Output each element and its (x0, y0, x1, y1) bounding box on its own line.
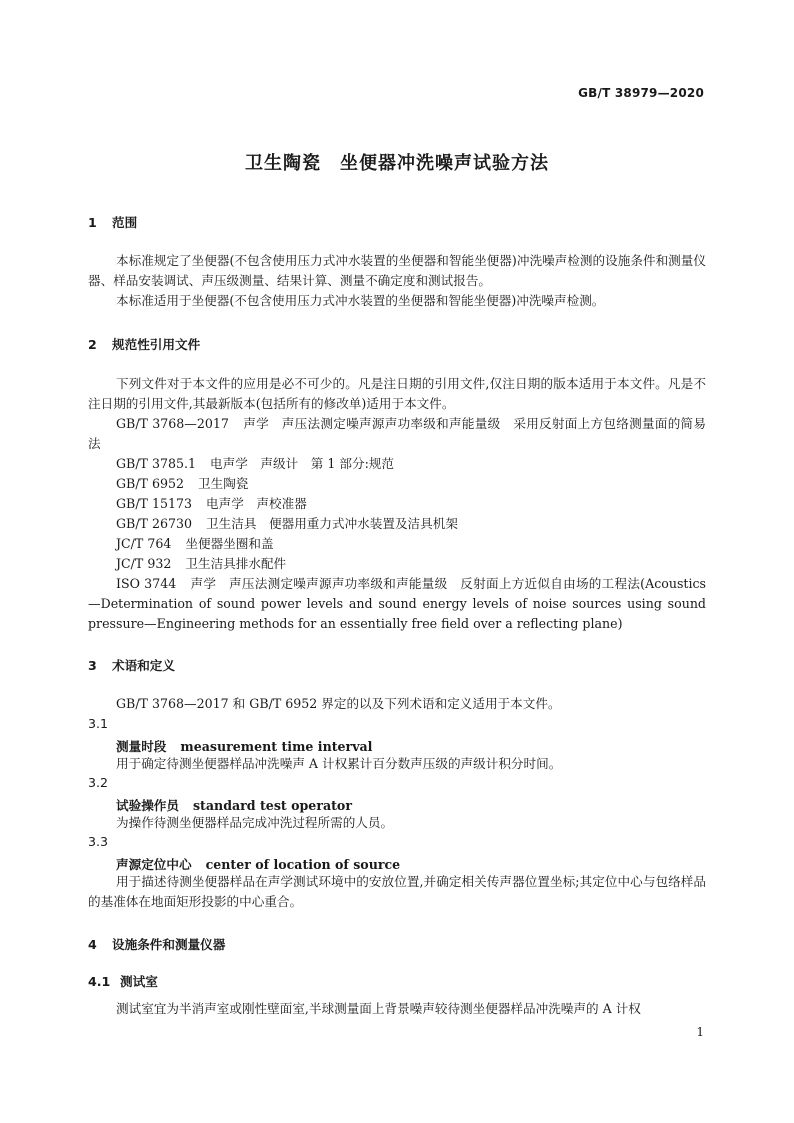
reference-item: GB/T 26730 卫生洁具 便器用重力式冲水装置及洁具机架 (116, 516, 458, 531)
document-title: 卫生陶瓷 坐便器冲洗噪声试验方法 (245, 153, 549, 174)
section-2-heading (88, 334, 200, 353)
term-heading: 声源定位中心 center of location of source (116, 857, 401, 872)
paragraph: 本标准适用于坐便器(不包含使用压力式冲水装置的坐便器和智能坐便器)冲洗噪声检测。 (116, 293, 605, 308)
section-4-heading (88, 934, 225, 953)
reference-item: JC/T 764 坐便器坐圈和盖 (116, 536, 274, 551)
section-2-body (88, 374, 706, 634)
section-title: 范围 (112, 215, 138, 230)
term-definition: 用于确定待测坐便器样品冲洗噪声 A 计权累计百分数声压级的声级计积分时间。 (116, 756, 562, 771)
section-title: 规范性引用文件 (112, 337, 201, 352)
section-number: 1 (88, 215, 97, 230)
section-number: 2 (88, 337, 97, 352)
reference-item: GB/T 15173 电声学 声校准器 (116, 496, 307, 511)
paragraph: GB/T 3768—2017 和 GB/T 6952 界定的以及下列术语和定义适用于本文件。 (116, 696, 561, 711)
page-number: 1 (696, 1025, 704, 1039)
section-number: 4 (88, 937, 97, 952)
section-3-heading (88, 655, 175, 674)
subsection-number: 4.1 (88, 974, 111, 989)
reference-item: GB/T 6952 卫生陶瓷 (116, 476, 249, 491)
term-number: 3.3 (88, 834, 109, 849)
section-1-heading (88, 212, 137, 231)
section-4-body (88, 999, 706, 1021)
document-id: GB/T 38979—2020 (578, 86, 704, 100)
term-definition: 用于描述待测坐便器样品在声学测试环境中的安放位置,并确定相关传声器位置坐标;其定位中心与包络样品的基准体在地面矩形投影的中心重合。 (88, 874, 706, 909)
reference-item: GB/T 3768—2017 声学 声压法测定噪声源声功率级和声能量级 采用反射面上方包络测量面的简易法 (88, 416, 707, 451)
section-number: 3 (88, 658, 97, 673)
paragraph: 本标准规定了坐便器(不包含使用压力式冲水装置的坐便器和智能坐便器)冲洗噪声检测的设施条件和测量仪器、样品安装调试、声压级测量、结果计算、测量不确定度和测试报告。 (88, 253, 706, 288)
section-title: 术语和定义 (112, 658, 175, 673)
reference-item: JC/T 932 卫生洁具排水配件 (116, 556, 287, 571)
term-heading: 试验操作员 standard test operator (116, 798, 352, 813)
reference-item: GB/T 3785.1 电声学 声级计 第 1 部分:规范 (116, 456, 395, 471)
subsection-title: 测试室 (120, 974, 158, 989)
term-number: 3.2 (88, 775, 109, 790)
subsection-4-1-heading (88, 971, 158, 990)
paragraph: 下列文件对于本文件的应用是必不可少的。凡是注日期的引用文件,仅注日期的版本适用于本文件。凡是不注日期的引用文件,其最新版本(包括所有的修改单)适用于本文件。 (88, 376, 706, 411)
reference-item: ISO 3744 声学 声压法测定噪声源声功率级和声能量级 反射面上方近似自由场的工程法(Acoustics—Determination of sound power levels and sound energy levels of noise sources using sound pressure—Engineering methods for an essentially free field over a reflecting plane) (88, 576, 707, 631)
paragraph: 测试室宜为半消声室或刚性壁面室,半球测量面上背景噪声较待测坐便器样品冲洗噪声的 A 计权 (116, 1001, 641, 1016)
term-definition: 为操作待测坐便器样品完成冲洗过程所需的人员。 (116, 815, 394, 830)
section-1-body (88, 251, 706, 311)
section-title: 设施条件和测量仪器 (112, 937, 226, 952)
term-number: 3.1 (88, 716, 109, 731)
section-3-intro (88, 694, 706, 714)
term-heading: 测量时段 measurement time interval (116, 739, 373, 754)
